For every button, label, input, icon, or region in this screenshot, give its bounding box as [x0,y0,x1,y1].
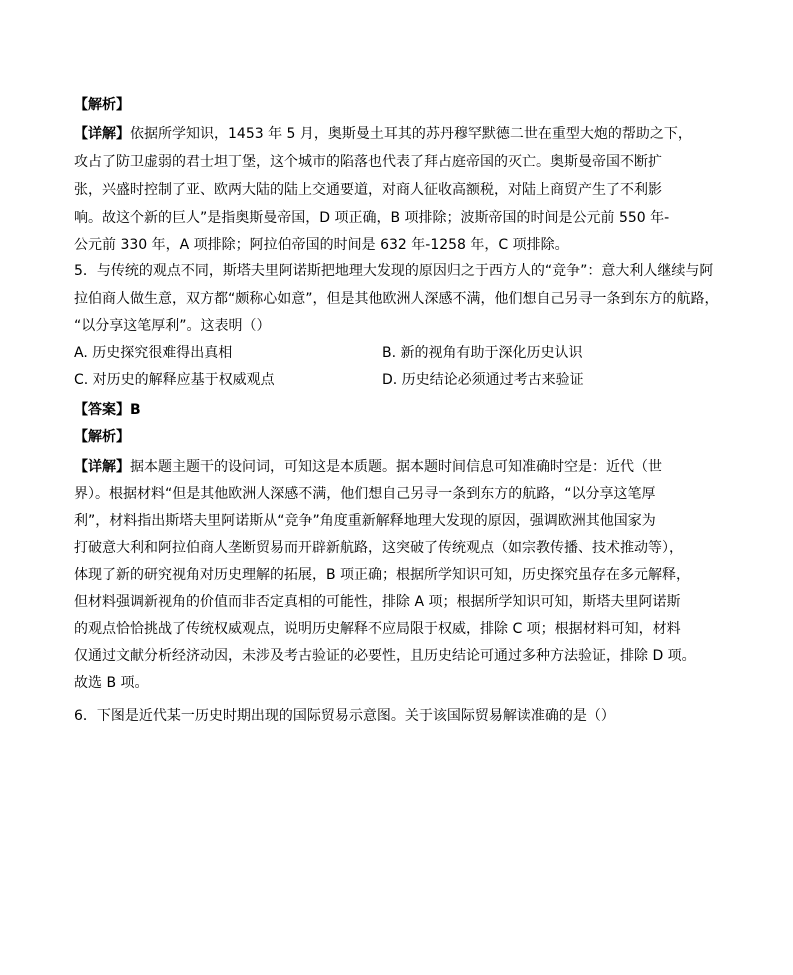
detail-paragraph-2-line-5: 体现了新的研究视角对历史理解的拓展，B 项正确；根据所学知识可知，历史探究虽存在多元解释， [74,567,691,583]
analysis-heading-1: 【解析】 [74,97,130,113]
detail-paragraph-2-line-1 [74,458,662,476]
detail-label-1: 【详解】 [74,126,130,142]
question-5-stem-line-1: 5．与传统的观点不同，斯塔夫里阿诺斯把地理大发现的原因归之于西方人的“竞争”：意大利人继续与阿 [74,263,714,279]
detail-paragraph-2-line-3: 利”，材料指出斯塔夫里阿诺斯从“竞争”角度重新解释地理大发现的原因，强调欧洲其他国家为 [74,513,656,529]
detail-paragraph-2-line-9: 故选 B 项。 [74,675,149,691]
answer-line [74,401,141,419]
detail-label-2: 【详解】 [74,459,130,475]
detail-paragraph-2-line-4: 打破意大利和阿拉伯商人垄断贸易而开辟新航路，这突破了传统观点（如宗教传播、技术推动等）， [74,540,683,556]
detail-paragraph-1-line-5: 公元前 330 年，A 项排除；阿拉伯帝国的时间是 632 年-1258 年，C 项排除。 [74,237,569,253]
detail-text: 据本题主题干的设问词，可知这是本质题。据本题时间信息可知准确时空是：近代（世 [130,459,662,475]
option-b: B. 新的视角有助于深化历史认识 [382,345,583,361]
detail-paragraph-1-line-2: 攻占了防卫虚弱的君士坦丁堡，这个城市的陷落也代表了拜占庭帝国的灭亡。奥斯曼帝国不断扩 [74,154,662,170]
analysis-heading-2: 【解析】 [74,429,130,445]
question-5-stem-line-3: “以分享这笔厚利”。这表明（） [74,318,271,334]
option-d: D. 历史结论必须通过考古来验证 [382,372,584,388]
answer-value: B [130,402,141,418]
detail-text: 依据所学知识，1453 年 5 月，奥斯曼土耳其的苏丹穆罕默德二世在重型大炮的帮助之下， [130,126,692,142]
detail-paragraph-1-line-3: 张，兴盛时控制了亚、欧两大陆的陆上交通要道，对商人征收高额税，对陆上商贸产生了不利影 [74,182,662,198]
detail-paragraph-1-line-4: 响。故这个新的巨人”是指奥斯曼帝国，D 项正确，B 项排除；波斯帝国的时间是公元前 550 年- [74,210,670,226]
detail-paragraph-2-line-2: 界）。根据材料“但是其他欧洲人深感不满，他们想自己另寻一条到东方的航路，“以分享这笔厚 [74,486,656,502]
question-6-stem: 6．下图是近代某一历史时期出现的国际贸易示意图。关于该国际贸易解读准确的是（） [74,708,615,724]
question-5-stem-line-2: 拉伯商人做生意，双方都“颇称心如意”，但是其他欧洲人深感不满，他们想自己另寻一条到东方的航路， [74,291,719,307]
detail-paragraph-2-line-8: 仅通过文献分析经济动因，未涉及考古验证的必要性，且历史结论可通过多种方法验证，排除 D 项。 [74,648,696,664]
detail-paragraph-2-line-7: 的观点恰恰挑战了传统权威观点，说明历史解释不应局限于权威，排除 C 项；根据材料可知，材料 [74,621,681,637]
detail-paragraph-1-line-1 [74,125,692,143]
answer-label: 【答案】 [74,402,130,418]
option-a: A. 历史探究很难得出真相 [74,345,233,361]
option-c: C. 对历史的解释应基于权威观点 [74,372,275,388]
detail-paragraph-2-line-6: 但材料强调新视角的价值而非否定真相的可能性，排除 A 项；根据所学知识可知，斯塔夫里阿诺斯 [74,594,681,610]
